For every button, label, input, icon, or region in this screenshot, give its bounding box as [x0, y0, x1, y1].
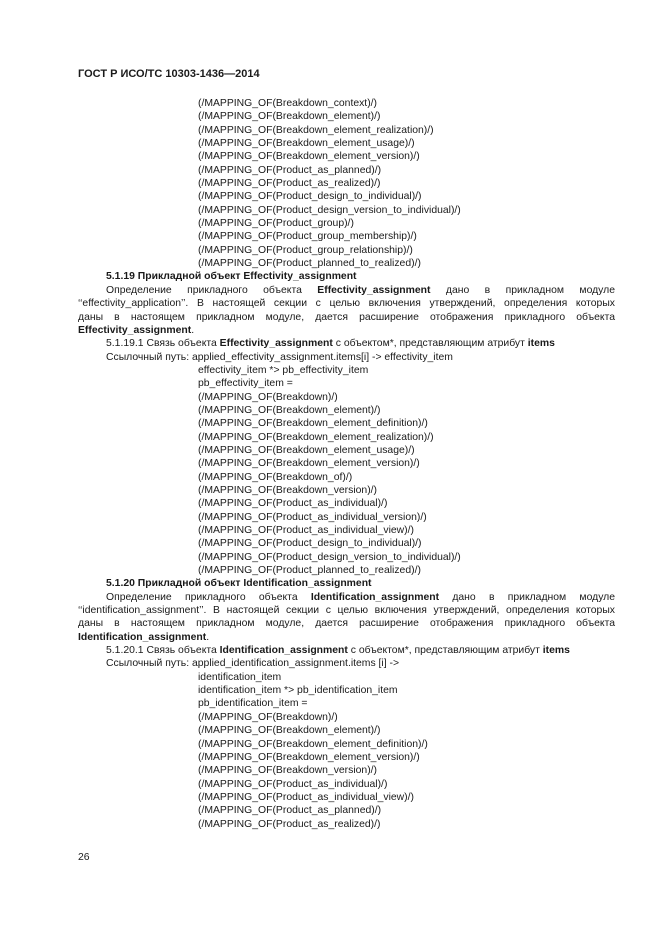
- mapping-line: (/MAPPING_OF(Product_design_version_to_individual)/): [198, 204, 461, 216]
- mapping-line: (/MAPPING_OF(Breakdown_element_version)/): [198, 151, 420, 163]
- mapping-line: (/MAPPING_OF(Breakdown_element_definition)/): [198, 738, 428, 750]
- mapping-line: (/MAPPING_OF(Product_design_version_to_individual)/): [198, 551, 461, 563]
- mapping-line: (/MAPPING_OF(Product_as_individual_version)/): [198, 511, 427, 523]
- mapping-line: (/MAPPING_OF(Breakdown)/): [198, 391, 338, 403]
- paragraph-line: ‘‘effectivity_application’’. В настоящей секции с целью включения утверждений, определения которых: [78, 298, 615, 310]
- mapping-line: (/MAPPING_OF(Product_group_membership)/): [198, 231, 417, 243]
- mapping-line: (/MAPPING_OF(Product_as_realized)/): [198, 178, 381, 190]
- mapping-line: (/MAPPING_OF(Breakdown_element)/): [198, 111, 381, 123]
- text: 5.1.19.1 Связь объекта: [106, 338, 220, 350]
- mapping-line: (/MAPPING_OF(Product_planned_to_realized)/): [198, 565, 421, 577]
- mapping-line: (/MAPPING_OF(Breakdown_of)/): [198, 471, 353, 483]
- mapping-line: (/MAPPING_OF(Breakdown_element_usage)/): [198, 444, 415, 456]
- mapping-line: (/MAPPING_OF(Product_design_to_individual)/): [198, 538, 422, 550]
- mapping-line: (/MAPPING_OF(Product_as_planned)/): [198, 805, 382, 817]
- mapping-line: (/MAPPING_OF(Breakdown_context)/): [198, 98, 378, 109]
- text: дано в прикладном модуле: [439, 591, 615, 603]
- section-5-1-20: [78, 577, 615, 831]
- entity-name: Identification_assignment: [78, 631, 207, 643]
- mapping-line: (/MAPPING_OF(Product_planned_to_realized)/): [198, 258, 421, 270]
- attribute-name: items: [527, 338, 555, 350]
- entity-name: Effectivity_assignment: [219, 338, 333, 350]
- paragraph-line: [78, 591, 615, 604]
- entity-name: Effectivity_assignment: [317, 284, 431, 296]
- paragraph-line: даны в настоящем прикладном модуле, дается расширение отображения прикладного объекта: [78, 311, 615, 323]
- mapping-line: (/MAPPING_OF(Product_as_individual_view)/): [198, 791, 414, 803]
- section-5-1-19: [78, 270, 615, 577]
- mapping-line: (/MAPPING_OF(Breakdown_element_usage)/): [198, 138, 415, 150]
- paragraph-line: ‘‘identification_assignment’’. В настоящей секции с целью включения утверждений, определения которых: [78, 605, 615, 617]
- mapping-line: (/MAPPING_OF(Breakdown_version)/): [198, 765, 377, 777]
- reference-path: Ссылочный путь: applied_identification_assignment.items [i] ->: [106, 658, 400, 670]
- mapping-line: (/MAPPING_OF(Breakdown_element_version)/): [198, 751, 420, 763]
- text: 5.1.20.1 Связь объекта: [106, 645, 220, 657]
- mapping-line: (/MAPPING_OF(Breakdown_element_realization)/): [198, 431, 434, 443]
- text: с объектом*, представляющим атрибут: [347, 645, 543, 657]
- text: Определение прикладного объекта: [106, 284, 318, 296]
- mapping-line: (/MAPPING_OF(Breakdown_version)/): [198, 484, 377, 496]
- entity-name: Identification_assignment: [310, 591, 440, 603]
- attribute-name: items: [542, 645, 570, 657]
- section-heading: 5.1.20 Прикладной объект Identification_assignment: [106, 578, 372, 590]
- paragraph-line: [78, 631, 615, 644]
- mapping-line: effectivity_item *> pb_effectivity_item: [198, 364, 369, 376]
- mapping-line: (/MAPPING_OF(Breakdown_element)/): [198, 404, 381, 416]
- mapping-line: (/MAPPING_OF(Breakdown_element_version)/): [198, 458, 420, 470]
- text: Определение прикладного объекта: [106, 591, 311, 603]
- subsection-heading: [78, 337, 615, 350]
- text: .: [191, 324, 195, 336]
- entity-name: Effectivity_assignment: [78, 324, 192, 336]
- mapping-line: (/MAPPING_OF(Product_as_planned)/): [198, 164, 382, 176]
- mapping-line: (/MAPPING_OF(Product_group)/): [198, 218, 354, 230]
- mapping-line: (/MAPPING_OF(Product_as_individual)/): [198, 778, 388, 790]
- mapping-line: (/MAPPING_OF(Product_design_to_individual)/): [198, 191, 422, 203]
- paragraph-line: даны в настоящем прикладном модуле, дается расширение отображения прикладного объекта: [78, 618, 615, 630]
- text: с объектом*, представляющим атрибут: [332, 338, 528, 350]
- mapping-line: identification_item *> pb_identification_item: [198, 685, 398, 697]
- paragraph-line: [78, 284, 615, 297]
- mapping-line: (/MAPPING_OF(Product_as_individual)/): [198, 498, 388, 510]
- mapping-line: (/MAPPING_OF(Product_group_relationship)/): [198, 244, 413, 256]
- section-heading: 5.1.19 Прикладной объект Effectivity_assignment: [106, 271, 357, 283]
- paragraph-line: [78, 324, 615, 337]
- page-content: [78, 97, 615, 831]
- mapping-line: pb_identification_item =: [198, 698, 308, 710]
- mapping-list-continued: [78, 97, 615, 270]
- reference-path: Ссылочный путь: applied_effectivity_assignment.items[i] -> effectivity_item: [106, 351, 453, 363]
- subsection-heading: [78, 644, 615, 657]
- mapping-line: (/MAPPING_OF(Breakdown_element_realization)/): [198, 124, 434, 136]
- mapping-line: (/MAPPING_OF(Breakdown)/): [198, 711, 338, 723]
- mapping-line: (/MAPPING_OF(Product_as_individual_view)/): [198, 525, 414, 536]
- text: .: [206, 631, 210, 643]
- mapping-line: pb_effectivity_item =: [198, 378, 293, 390]
- text: дано в прикладном модуле: [430, 284, 615, 296]
- mapping-line: (/MAPPING_OF(Breakdown_element_definition)/): [198, 418, 428, 430]
- page-number: 26: [78, 852, 90, 863]
- mapping-line: (/MAPPING_OF(Breakdown_element)/): [198, 725, 381, 737]
- mapping-line: (/MAPPING_OF(Product_as_realized)/): [198, 818, 381, 830]
- document-header: ГОСТ Р ИСО/ТС 10303-1436—2014: [78, 68, 260, 80]
- entity-name: Identification_assignment: [219, 645, 348, 657]
- mapping-line: identification_item: [198, 671, 282, 683]
